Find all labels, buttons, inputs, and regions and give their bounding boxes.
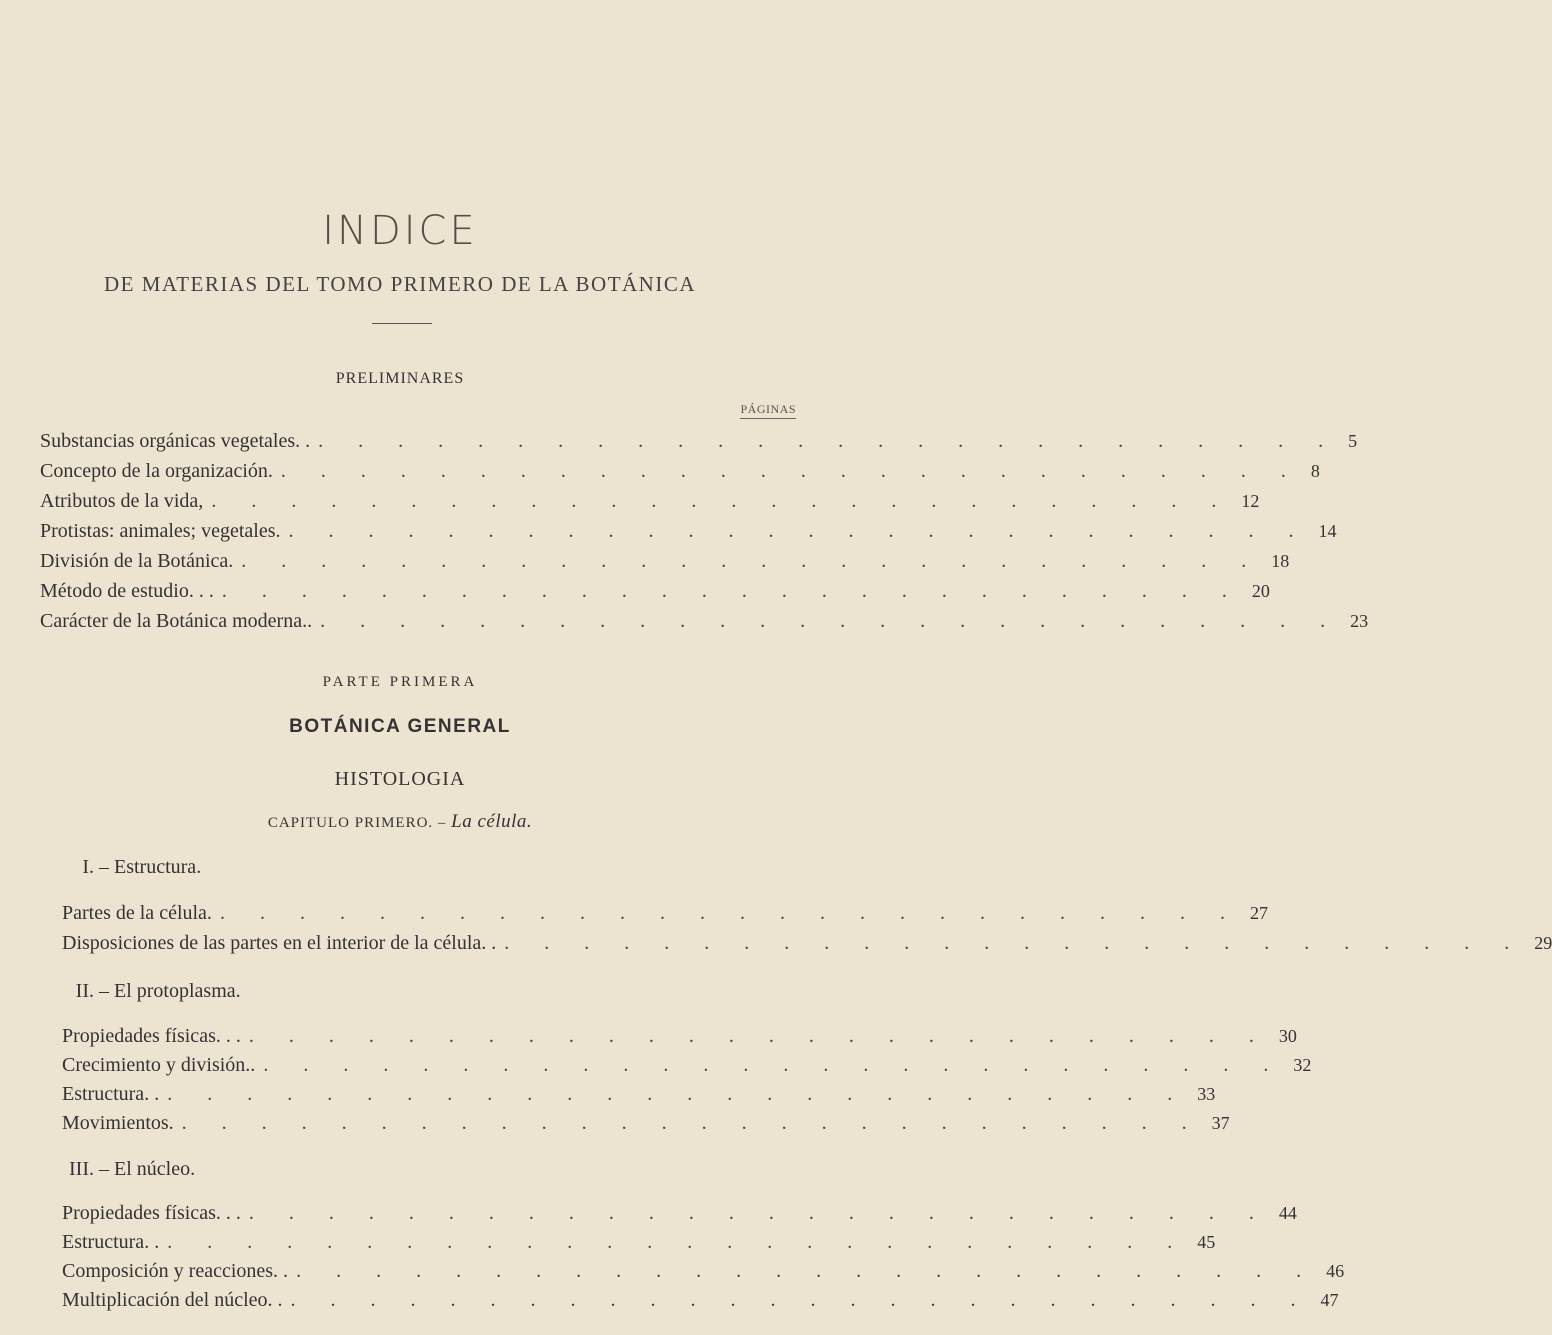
section-title: – El núcleo. bbox=[99, 1158, 196, 1180]
section-title: – Estructura. bbox=[99, 856, 202, 878]
paginas-column-header: PÁGINAS bbox=[740, 402, 796, 419]
toc-entry bbox=[40, 486, 1260, 516]
leader-dots: . . . . . . . . . . . . . . . . . . . . . . . . . . bbox=[504, 932, 1525, 954]
leader-dots: . . . . . . . . . . . . . . . . . . . . . . . . . . bbox=[167, 1231, 1188, 1253]
chapter-heading bbox=[0, 811, 800, 833]
toc-entry-label: Protistas: animales; vegetales. bbox=[40, 520, 281, 542]
toc-entry-label: Substancias orgánicas vegetales. . bbox=[40, 430, 311, 452]
leader-dots: . . . . . . . . . . . . . . . . . . . . . . . . . . bbox=[320, 610, 1341, 632]
leader-dots: . . . . . . . . . . . . . . . . . . . . . . . . . . bbox=[280, 460, 1301, 482]
leader-dots: . . . . . . . . . . . . . . . . . . . . . . . . . . bbox=[181, 1112, 1202, 1134]
toc-entry-label: Estructura. . bbox=[62, 1231, 160, 1253]
section-heading bbox=[50, 1158, 195, 1181]
toc-entry-label: Propiedades físicas. . . bbox=[62, 1025, 241, 1047]
preliminares-heading: PRELIMINARES bbox=[335, 370, 465, 387]
toc-entry-page: 27 bbox=[1249, 903, 1268, 923]
leader-dots: . . . . . . . . . . . . . . . . . . . . . . . . . . bbox=[290, 1289, 1311, 1311]
toc-entry bbox=[62, 1021, 1297, 1051]
toc-entry bbox=[62, 898, 1268, 928]
toc-entry bbox=[62, 1079, 1216, 1109]
toc-entry bbox=[40, 426, 1358, 456]
toc-entry bbox=[62, 1256, 1345, 1286]
toc-entry-label: Partes de la célula. bbox=[62, 902, 212, 924]
toc-entry-page: 12 bbox=[1241, 491, 1260, 511]
toc-entry-page: 32 bbox=[1293, 1055, 1312, 1075]
page-title: INDICE bbox=[322, 208, 478, 254]
toc-entry-label: Concepto de la organización. bbox=[40, 460, 273, 482]
section-number: II. bbox=[75, 980, 94, 1002]
toc-entry bbox=[62, 1108, 1230, 1138]
toc-entry-label: Método de estudio. . . bbox=[40, 580, 214, 602]
chapter-title: La célula. bbox=[451, 811, 533, 832]
toc-entry-page: 46 bbox=[1326, 1261, 1345, 1281]
toc-entry bbox=[62, 1198, 1297, 1228]
toc-entry-page: 45 bbox=[1197, 1232, 1216, 1252]
leader-dots: . . . . . . . . . . . . . . . . . . . . . . . . . . bbox=[211, 490, 1232, 512]
leader-dots: . . . . . . . . . . . . . . . . . . . . . . . . . . bbox=[221, 580, 1242, 602]
toc-entry-page: 5 bbox=[1348, 431, 1358, 451]
toc-entry bbox=[40, 456, 1320, 486]
toc-entry bbox=[62, 928, 1552, 958]
toc-entry-label: Propiedades físicas. . . bbox=[62, 1202, 241, 1224]
chapter-label: CAPITULO PRIMERO. – bbox=[267, 815, 447, 831]
divider-rule bbox=[372, 323, 432, 324]
toc-entry-page: 14 bbox=[1318, 521, 1337, 541]
leader-dots: . . . . . . . . . . . . . . . . . . . . . . . . . . bbox=[219, 902, 1240, 924]
toc-entry bbox=[40, 516, 1337, 546]
section-number: III. bbox=[69, 1158, 94, 1180]
toc-entry-page: 30 bbox=[1278, 1026, 1297, 1046]
toc-entry-label: Atributos de la vida, bbox=[40, 490, 204, 512]
leader-dots: . . . . . . . . . . . . . . . . . . . . . . . . . . bbox=[248, 1025, 1269, 1047]
leader-dots: . . . . . . . . . . . . . . . . . . . . . . . . . . bbox=[248, 1202, 1269, 1224]
toc-entry bbox=[62, 1285, 1339, 1315]
toc-entry-label: Composición y reacciones. . bbox=[62, 1260, 289, 1282]
toc-entry-page: 44 bbox=[1278, 1203, 1297, 1223]
section-number: I. bbox=[82, 856, 94, 878]
toc-entry-page: 33 bbox=[1197, 1084, 1216, 1104]
toc-entry-page: 37 bbox=[1211, 1113, 1230, 1133]
leader-dots: . . . . . . . . . . . . . . . . . . . . . . . . . . bbox=[318, 430, 1339, 452]
toc-entry-label: Disposiciones de las partes en el interior de la célula. . bbox=[62, 932, 497, 954]
toc-entry-page: 20 bbox=[1251, 581, 1270, 601]
toc-entry bbox=[40, 606, 1369, 636]
toc-entry bbox=[62, 1227, 1216, 1257]
toc-entry-page: 23 bbox=[1350, 611, 1369, 631]
leader-dots: . . . . . . . . . . . . . . . . . . . . . . . . . . bbox=[288, 520, 1309, 542]
toc-entry-label: Multiplicación del núcleo. . bbox=[62, 1289, 283, 1311]
toc-entry-page: 18 bbox=[1271, 551, 1290, 571]
toc-entry-label: Crecimiento y división.. bbox=[62, 1054, 256, 1076]
leader-dots: . . . . . . . . . . . . . . . . . . . . . . . . . . bbox=[167, 1083, 1188, 1105]
leader-dots: . . . . . . . . . . . . . . . . . . . . . . . . . . bbox=[296, 1260, 1317, 1282]
part-heading: PARTE PRIMERA bbox=[322, 674, 478, 690]
toc-entry-page: 8 bbox=[1310, 461, 1320, 481]
toc-entry-page: 47 bbox=[1320, 1290, 1339, 1310]
toc-entry-label: Estructura. . bbox=[62, 1083, 160, 1105]
section-heading bbox=[50, 980, 241, 1003]
toc-entry bbox=[40, 546, 1290, 576]
toc-entry-label: División de la Botánica. bbox=[40, 550, 234, 572]
toc-entry-label: Carácter de la Botánica moderna.. bbox=[40, 610, 313, 632]
page-subtitle: DE MATERIAS DEL TOMO PRIMERO DE LA BOTÁNICA bbox=[103, 272, 697, 296]
leader-dots: . . . . . . . . . . . . . . . . . . . . . . . . . . bbox=[263, 1054, 1284, 1076]
section-title: – El protoplasma. bbox=[99, 980, 241, 1002]
part-subheading: BOTÁNICA GENERAL bbox=[289, 716, 511, 737]
topic-heading: HISTOLOGIA bbox=[334, 768, 466, 790]
section-heading bbox=[50, 856, 201, 879]
toc-entry-label: Movimientos. bbox=[62, 1112, 174, 1134]
toc-entry bbox=[62, 1050, 1312, 1080]
toc-entry-page: 29 bbox=[1534, 933, 1552, 953]
toc-entry bbox=[40, 576, 1270, 606]
leader-dots: . . . . . . . . . . . . . . . . . . . . . . . . . . bbox=[241, 550, 1262, 572]
